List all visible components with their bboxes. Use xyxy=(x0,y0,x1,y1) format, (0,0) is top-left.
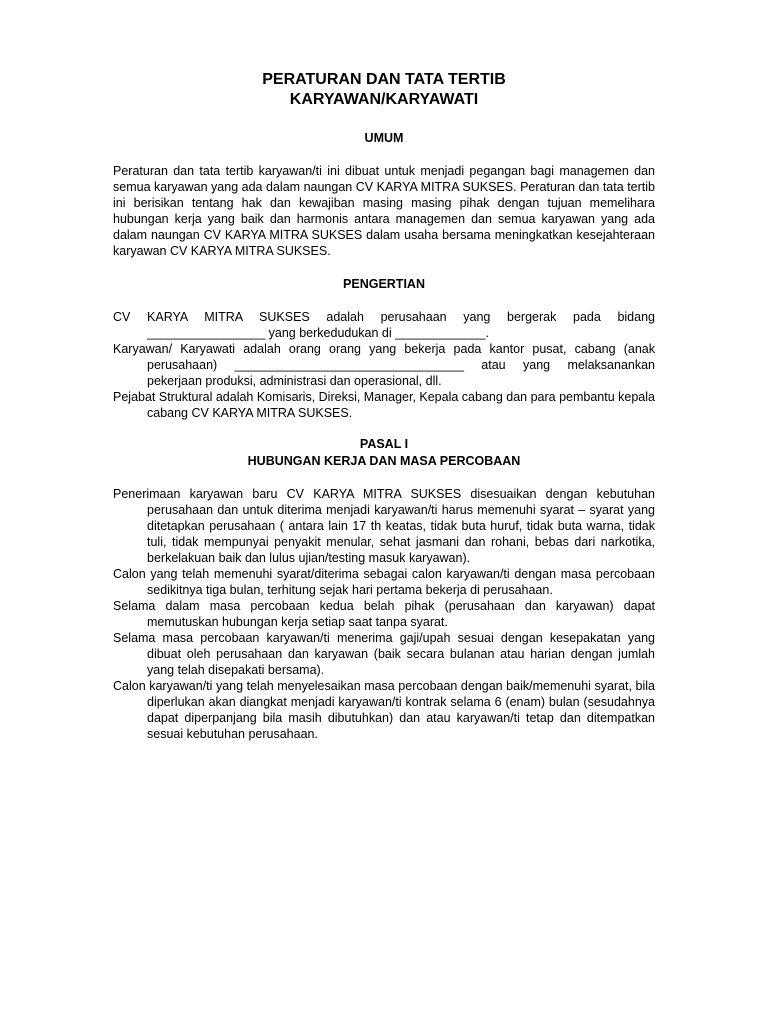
document-title-line1: PERATURAN DAN TATA TERTIB xyxy=(262,71,506,88)
pasal-1-item: Selama dalam masa percobaan kedua belah pihak (perusahaan dan karyawan) dapat memutuskan hubungan kerja setiap saat tanpa syarat. xyxy=(113,599,655,629)
pasal-1-item: Selama masa percobaan karyawan/ti menerima gaji/upah sesuai dengan kesepakatan yang dibuat oleh perusahaan dan karyawan (baik secara bulanan atau harian dengan jumlah yang telah disepakati bersama). xyxy=(113,631,655,677)
section-subheading-pasal-1: HUBUNGAN KERJA DAN MASA PERCOBAAN xyxy=(247,454,521,468)
pasal-1-item: Calon karyawan/ti yang telah menyelesaikan masa percobaan dengan baik/memenuhi syarat, bila diperlukan akan diangkat menjadi karyawan/ti kontrak selama 6 (enam) bulan (sesudahnya dapat diperpanjang bila masih dibutuhkan) dan atau karyawan/ti tetap dan ditempatkan sesuai kebutuhan perusahaan. xyxy=(113,679,655,741)
pasal-1-item: Penerimaan karyawan baru CV KARYA MITRA SUKSES disesuaikan dengan kebutuhan perusahaan dan untuk diterima menjadi karyawan/ti harus memenuhi syarat – syarat yang ditetapkan perusahaan ( antara lain 17 th keatas, tidak buta huruf, tidak buta warna, tidak tuli, tidak mempunyai penyakit menular, sehat jasmani dan rohani, bebas dari narkotika, berkelakuan baik dan lulus ujian/testing masuk karyawan). xyxy=(113,487,655,565)
pasal-1-item: Calon yang telah memenuhi syarat/diterima sebagai calon karyawan/ti dengan masa percobaan sedikitnya tiga bulan, terhitung sejak hari pertama bekerja di perusahaan. xyxy=(113,567,655,597)
pengertian-item: Karyawan/ Karyawati adalah orang orang yang bekerja pada kantor pusat, cabang (anak perusahaan) _________________________________ atau yang melaksanankan pekerjaan produksi, administrasi dan operasional, dll. xyxy=(113,342,655,388)
section-heading-umum: UMUM xyxy=(364,131,404,145)
document-title-line2: KARYAWAN/KARYAWATI xyxy=(289,91,479,108)
section-heading-pengertian: PENGERTIAN xyxy=(343,277,425,291)
pengertian-item: Pejabat Struktural adalah Komisaris, Direksi, Manager, Kepala cabang dan para pembantu kepala cabang CV KARYA MITRA SUKSES. xyxy=(113,390,655,420)
section-heading-pasal-1: PASAL I xyxy=(359,437,409,451)
pengertian-item: CV KARYA MITRA SUKSES adalah perusahaan yang bergerak pada bidang _________________ yang berkedudukan di _____________. xyxy=(113,310,655,340)
umum-paragraph: Peraturan dan tata tertib karyawan/ti ini dibuat untuk menjadi pegangan bagi managemen dan semua karyawan yang ada dalam naungan CV KARYA MITRA SUKSES. Peraturan dan tata tertib ini berisikan tentang hak dan kewajiban masing masing pihak dengan tujuan memelihara hubungan kerja yang baik dan harmonis antara managemen dan semua karyawan yang ada dalam naungan CV KARYA MITRA SUKSES dalam usaha bersama meningkatkan kesejahteraan karyawan CV KARYA MITRA SUKSES. xyxy=(113,164,655,258)
